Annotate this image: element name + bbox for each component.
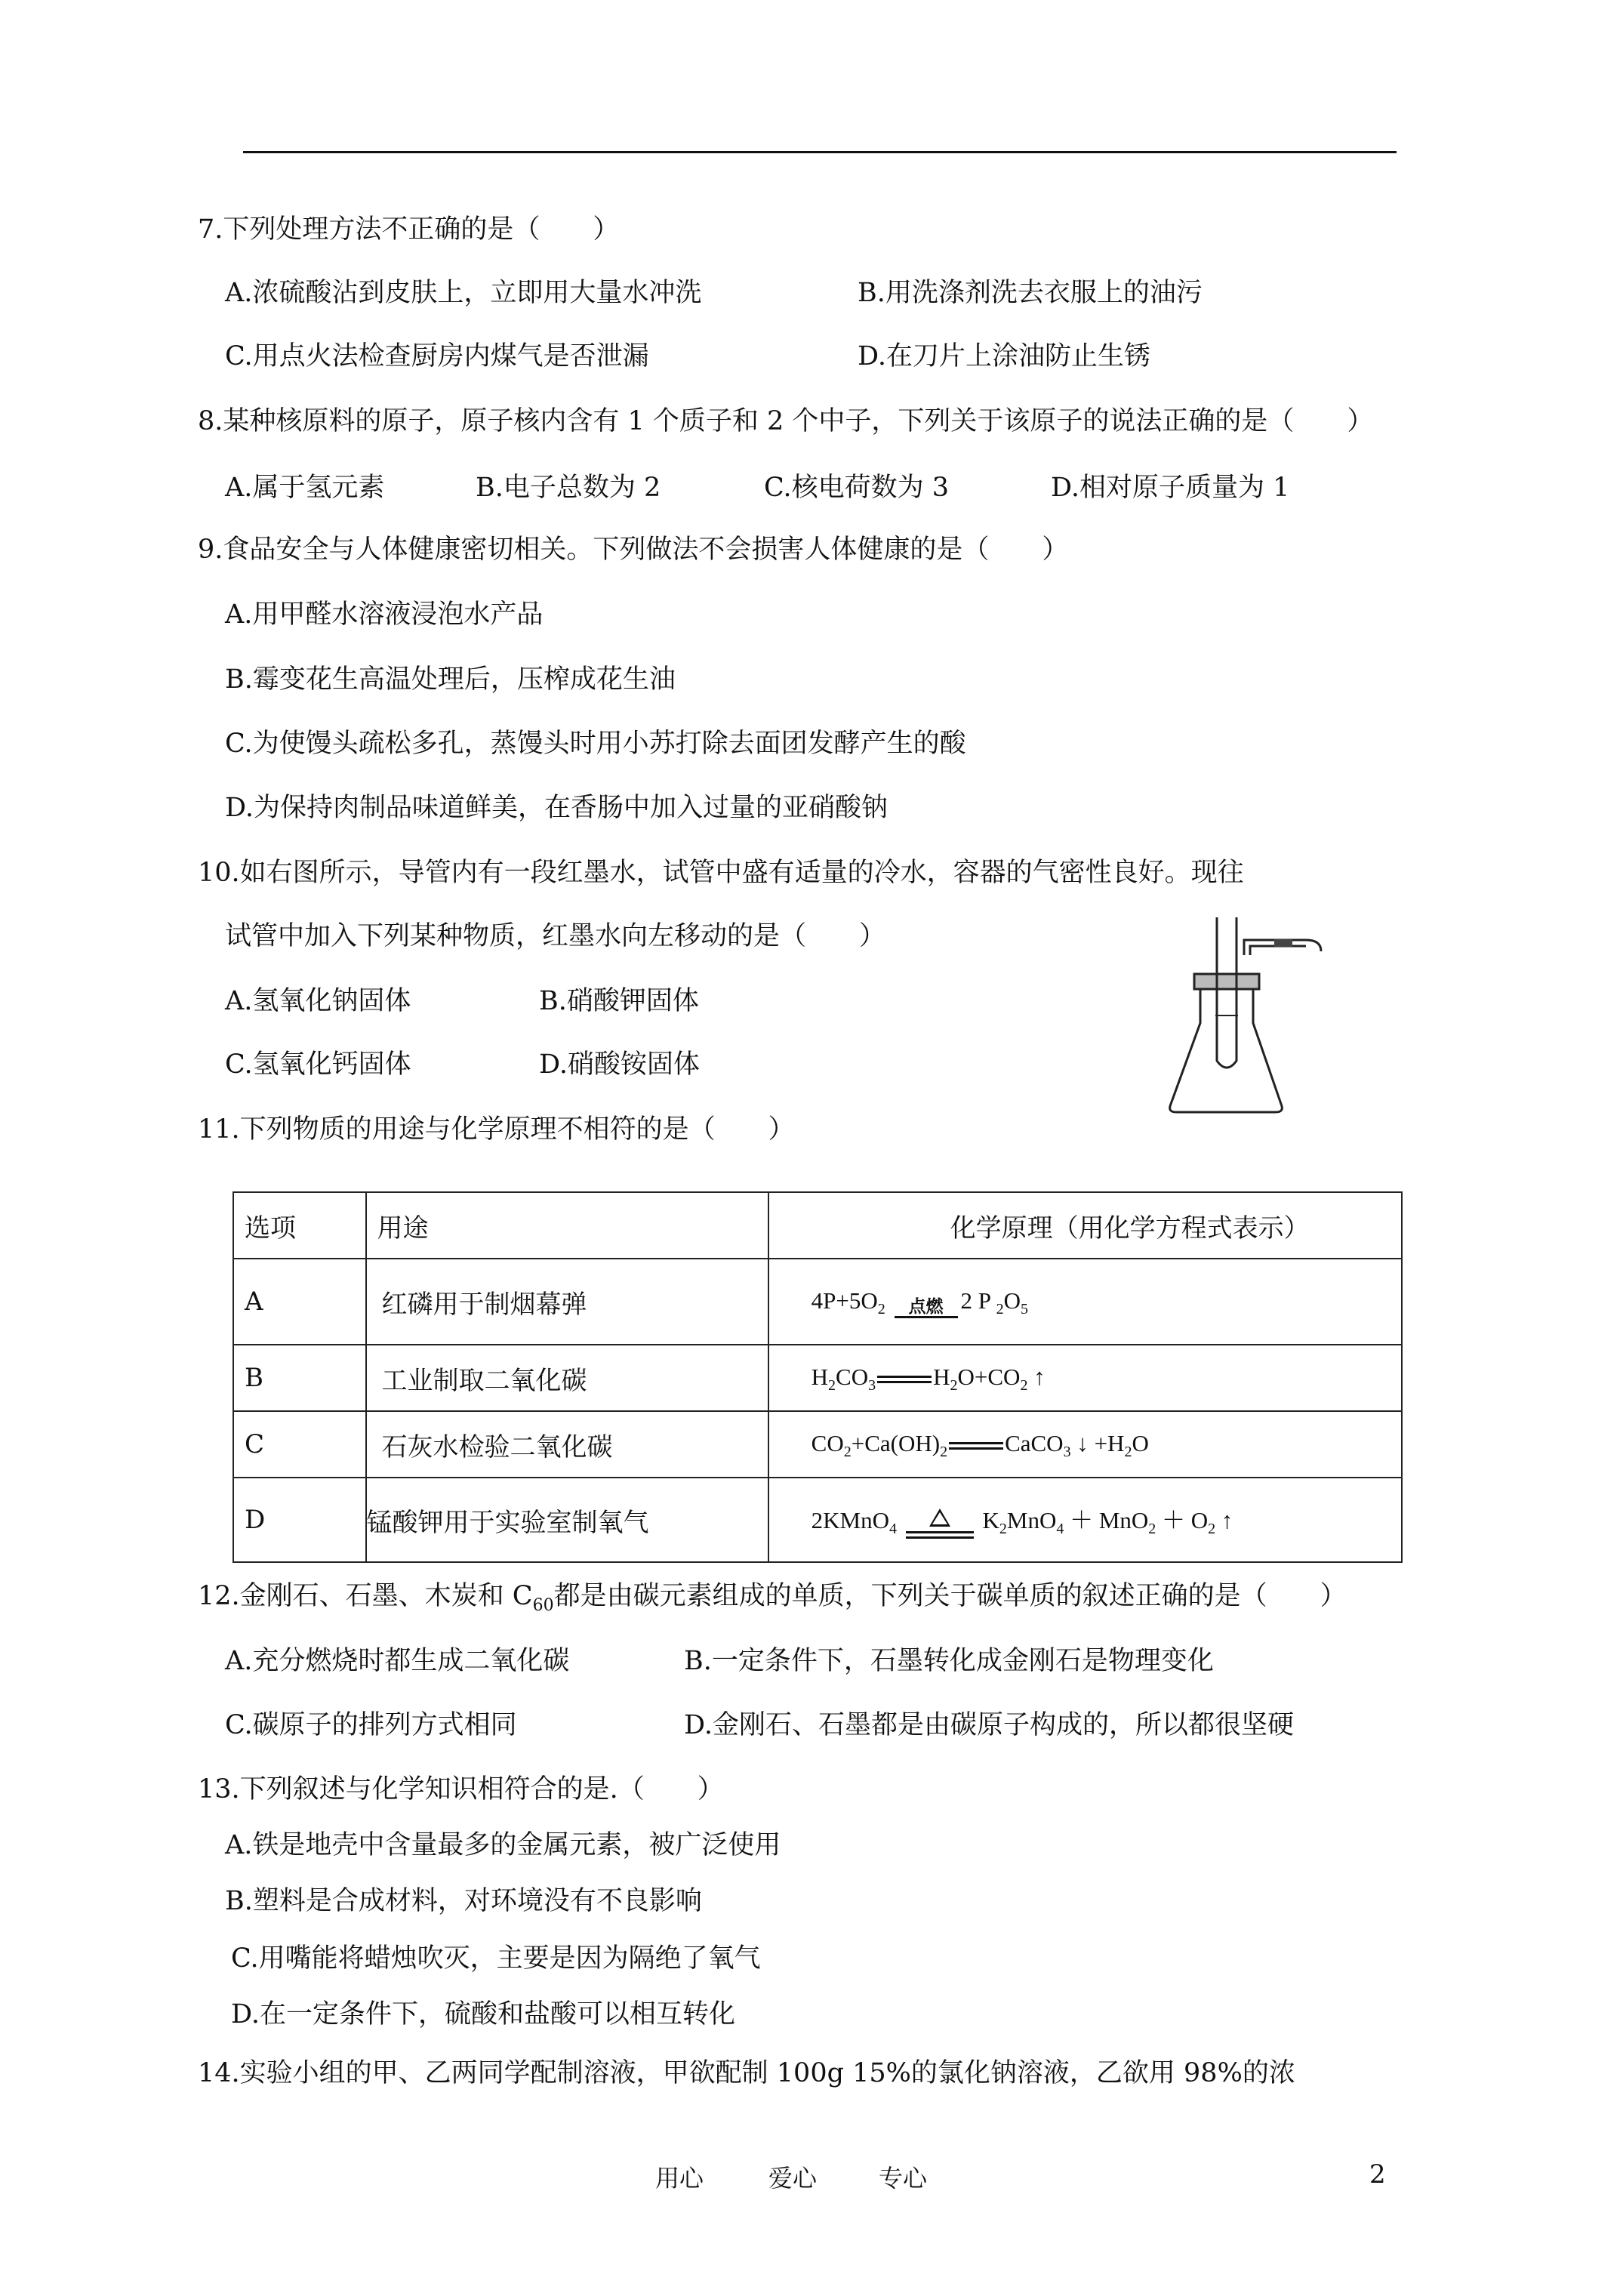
row-option: A	[233, 1259, 366, 1345]
row-use: 工业制取二氧化碳	[366, 1345, 768, 1411]
header-option: 选项	[233, 1192, 366, 1259]
header-use: 用途	[366, 1192, 768, 1259]
row-use: 红磷用于制烟幕弹	[366, 1259, 768, 1345]
q9-option-c: C.为使馒头疏松多孔，蒸馒头时用小苏打除去面团发酵产生的酸	[225, 729, 966, 759]
footer-word-3: 专心	[879, 2164, 928, 2193]
q8-option-a: A.属于氢元素	[225, 473, 385, 503]
q12-option-b: B.一定条件下，石墨转化成金刚石是物理变化	[684, 1646, 1214, 1676]
q12-stem: 12.金刚石、石墨、木炭和 $C_{60}$都是由碳元素组成的单质，下列关于碳单质的叙述正确的是（ ）	[198, 1581, 1347, 1615]
footer-word-2: 爱心	[768, 2164, 818, 2193]
row-equation: $CO_2+Ca(OH)_2$ CaCO$_3$ ↓ $+H_2O$	[768, 1411, 1402, 1478]
q8-option-c: C.核电荷数为 3	[764, 473, 950, 503]
table-row	[233, 1345, 1402, 1411]
page-number: 2	[1369, 2159, 1386, 2190]
q14-stem: 14.实验小组的甲、乙两同学配制溶液，甲欲配制 100g 15%的氯化钠溶液，乙欲用 98%的浓	[198, 2058, 1295, 2088]
row-option: C	[233, 1411, 366, 1478]
q7-option-b: B.用洗涤剂洗去衣服上的油污	[858, 278, 1203, 308]
header-rule	[243, 151, 1397, 153]
row-option: D	[233, 1478, 366, 1562]
q10-option-b: B.硝酸钾固体	[539, 986, 699, 1016]
q13-stem: 13.下列叙述与化学知识相符合的是.（ ）	[198, 1774, 724, 1804]
row-use: 锰酸钾用于实验室制氧气	[366, 1478, 768, 1562]
footer-word-1: 用心	[655, 2164, 704, 2193]
q10-option-a: A.氢氧化钠固体	[225, 986, 411, 1016]
q11-table	[233, 1191, 1403, 1563]
q8-option-b: B.电子总数为 2	[476, 473, 661, 503]
q13-option-b: B.塑料是合成材料，对环境没有不良影响	[225, 1886, 702, 1916]
q9-option-d: D.为保持肉制品味道鲜美，在香肠中加入过量的亚硝酸钠	[225, 793, 888, 823]
q13-option-c: C.用嘴能将蜡烛吹灭，主要是因为隔绝了氧气	[231, 1943, 761, 1974]
row-equation: $4P+5O_2$ 点燃 2 P $_2O_5$	[768, 1259, 1402, 1345]
header-principle: 化学原理（用化学方程式表示）	[768, 1192, 1402, 1259]
flask-apparatus-figure	[1155, 902, 1329, 1129]
q7-stem: 7.下列处理方法不正确的是（ ）	[198, 214, 620, 245]
q12-option-d: D.金刚石、石墨都是由碳原子构成的，所以都很坚硬	[684, 1710, 1294, 1740]
condition-label: 点燃	[908, 1297, 944, 1317]
q8-stem: 8.某种核原料的原子，原子核内含有 1 个质子和 2 个中子，下列关于该原子的说法正确的是（ ）	[198, 406, 1374, 436]
q12-option-c: C.碳原子的排列方式相同	[225, 1710, 517, 1740]
table-row	[233, 1411, 1402, 1478]
q7-option-c: C.用点火法检查厨房内煤气是否泄漏	[225, 341, 649, 371]
row-equation: $H_2CO_3$ $H_2O+CO_2$ ↑	[768, 1345, 1402, 1411]
q10-option-c: C.氢氧化钙固体	[225, 1049, 411, 1080]
table-row	[233, 1259, 1402, 1345]
q10-stem-line2: 试管中加入下列某种物质，红墨水向左移动的是（ ）	[225, 921, 886, 951]
q13-option-a: A.铁是地壳中含量最多的金属元素，被广泛使用	[225, 1830, 781, 1860]
q11-stem: 11.下列物质的用途与化学原理不相符的是（ ）	[198, 1114, 795, 1145]
row-use: 石灰水检验二氧化碳	[366, 1411, 768, 1478]
heat-triangle-icon	[929, 1509, 950, 1527]
q10-stem-line1: 10.如右图所示，导管内有一段红墨水，试管中盛有适量的冷水，容器的气密性良好。现往	[198, 858, 1244, 888]
q12-option-a: A.充分燃烧时都生成二氧化碳	[225, 1646, 570, 1676]
q11-table-header	[233, 1192, 1402, 1259]
q7-option-a: A.浓硫酸沾到皮肤上，立即用大量水冲洗	[225, 278, 702, 308]
q13-option-d: D.在一定条件下，硫酸和盐酸可以相互转化	[231, 1999, 735, 2029]
q7-option-d: D.在刀片上涂油防止生锈	[858, 341, 1150, 371]
q9-option-b: B.霉变花生高温处理后，压榨成花生油	[225, 664, 676, 695]
row-equation: 2KMnO$_4$ $K_2MnO_4 + MnO_2 + O_2$ ↑	[768, 1478, 1402, 1562]
q8-option-d: D.相对原子质量为 1	[1051, 473, 1290, 503]
table-row	[233, 1478, 1402, 1562]
row-option: B	[233, 1345, 366, 1411]
q10-option-d: D.硝酸铵固体	[539, 1049, 700, 1080]
q9-option-a: A.用甲醛水溶液浸泡水产品	[225, 599, 544, 630]
q9-stem: 9.食品安全与人体健康密切相关。下列做法不会损害人体健康的是（ ）	[198, 535, 1069, 565]
